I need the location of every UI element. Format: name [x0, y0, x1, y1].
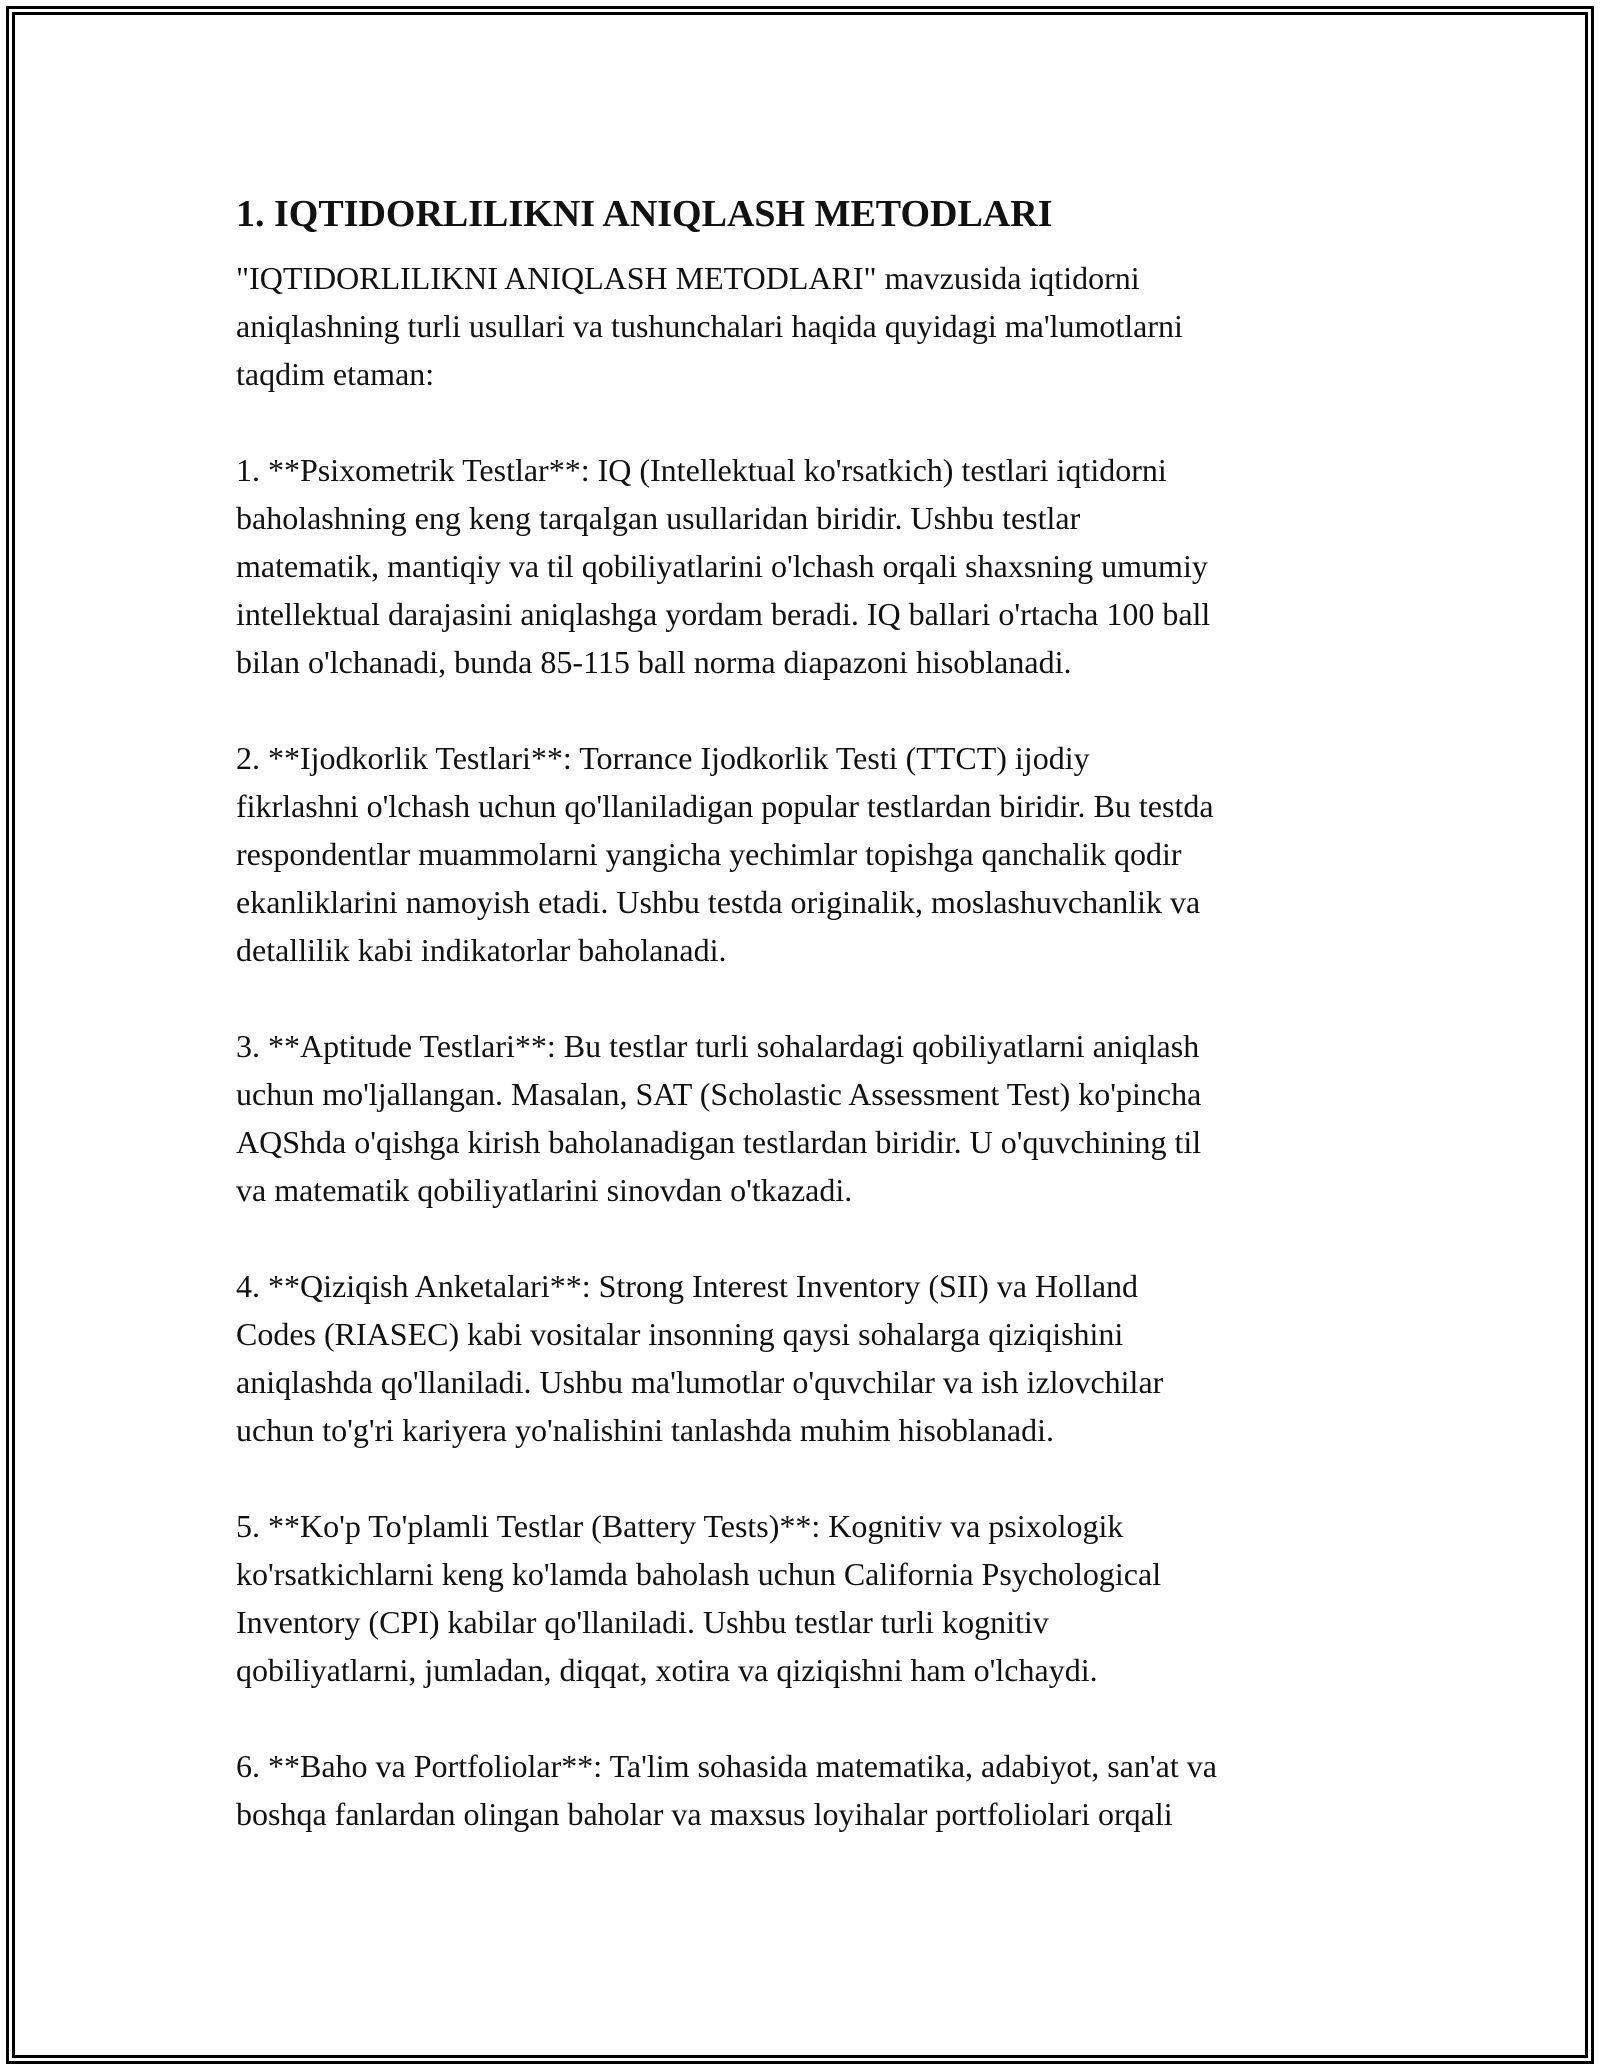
document-body: [236, 186, 1372, 1838]
method-paragraph-3: 3. **Aptitude Testlari**: Bu testlar turli sohalardagi qobiliyatlarni aniqlash uchun mo'ljallangan. Masalan, SAT (Scholastic Assessment Test) ko'pincha AQShda o'qishga kirish baholanadigan testlardan biridir. U o'quvchining til va matematik qobiliyatlarini sinovdan o'tkazadi.: [236, 1028, 1202, 1208]
intro-paragraph: "IQTIDORLILIKNI ANIQLASH METODLARI" mavzusida iqtidorni aniqlashning turli usullari va tushunchalari haqida quyidagi ma'lumotlarni taqdim etaman:: [236, 260, 1183, 392]
document-title: 1. IQTIDORLILIKNI ANIQLASH METODLARI: [236, 193, 1053, 235]
method-paragraph-6: 6. **Baho va Portfoliolar**: Ta'lim sohasida matematika, adabiyot, san'at va boshqa fanlardan olingan baholar va maxsus loyihalar portfoliolari orqali: [236, 1748, 1217, 1832]
method-paragraph-5: 5. **Ko'p To'plamli Testlar (Battery Tests)**: Kognitiv va psixologik ko'rsatkichlarni keng ko'lamda baholash uchun California Psychological Inventory (CPI) kabilar qo'llaniladi. Ushbu testlar turli kognitiv qobiliyatlarni, jumladan, diqqat, xotira va qiziqishni ham o'lchaydi.: [236, 1508, 1162, 1688]
method-paragraph-2: 2. **Ijodkorlik Testlari**: Torrance Ijodkorlik Testi (TTCT) ijodiy fikrlashni o'lchash uchun qo'llaniladigan popular testlardan biridir. Bu testda respondentlar muammolarni yangicha yechimlar topishga qanchalik qodir ekanliklarini namoyish etadi. Ushbu testda originalik, moslashuvchanlik va detallilik kabi indikatorlar baholanadi.: [236, 740, 1214, 968]
method-paragraph-4: 4. **Qiziqish Anketalari**: Strong Interest Inventory (SII) va Holland Codes (RIASEC) kabi vositalar insonning qaysi sohalarga qiziqishini aniqlashda qo'llaniladi. Ushbu ma'lumotlar o'quvchilar va ish izlovchilar uchun to'g'ri kariyera yo'nalishini tanlashda muhim hisoblanadi.: [236, 1268, 1164, 1448]
method-paragraph-1: 1. **Psixometrik Testlar**: IQ (Intellektual ko'rsatkich) testlari iqtidorni baholashning eng keng tarqalgan usullaridan biridir. Ushbu testlar matematik, mantiqiy va til qobiliyatlarini o'lchash orqali shaxsning umumiy intellektual darajasini aniqlashga yordam beradi. IQ ballari o'rtacha 100 ball bilan o'lchanadi, bunda 85-115 ball norma diapazoni hisoblanadi.: [236, 452, 1211, 680]
